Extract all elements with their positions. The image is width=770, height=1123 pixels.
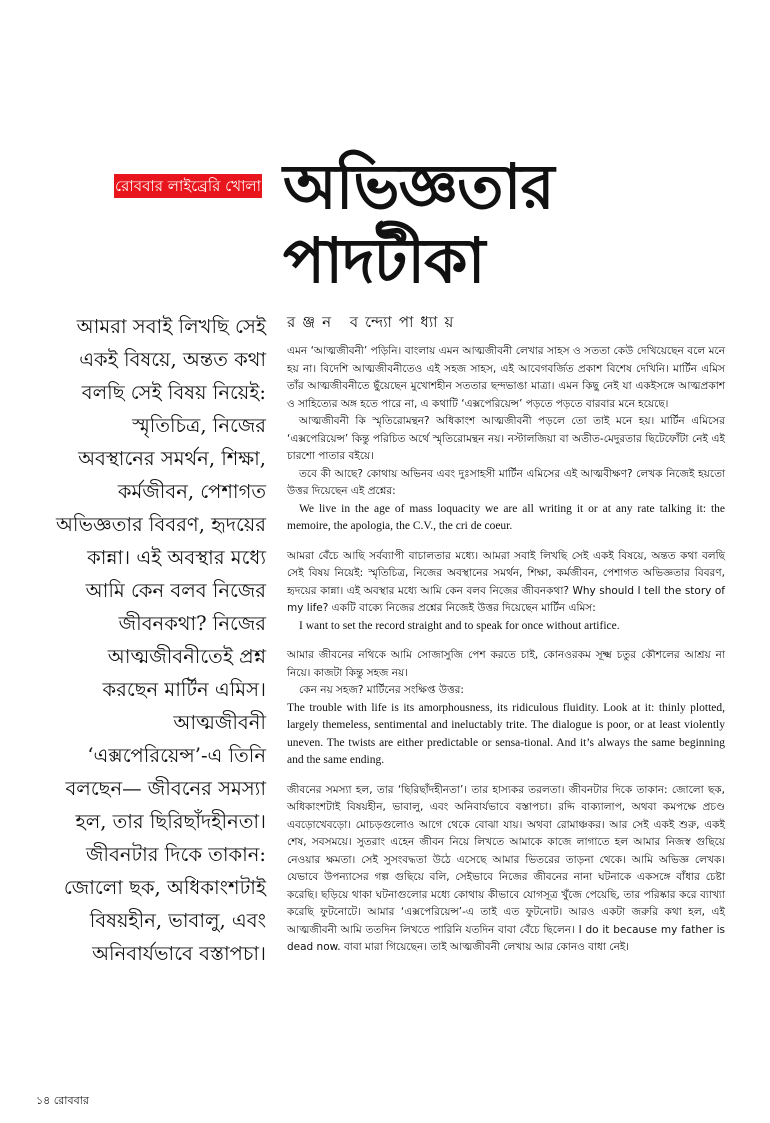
body-paragraph: তবে কী আছে? কোথায় অভিনব এবং দুঃসাহসী মার্টিন এমিসের এই আত্মবীক্ষণ? লেখক নিজেই হয়তো উত্তর দিয়েছেন এই প্রশ্নের: — [287, 467, 725, 497]
body-paragraph: এমন ‘আত্মজীবনী’ পড়িনি। বাংলায় এমন আত্মজীবনী লেখার সাহস ও সততা কেউ দেখিয়েছেন বলে মনে হয় না। বিদেশি আত্মজীবনীতেও এই সহজ সাহস, এই আবেগবর্জিত প্রকাশ বিশেষ দেখিনি। মার্টিন এমিস তাঁর আত্মজীবনীতে ছুঁয়েছেন মুখোশহীন সততার ছন্দভাঙা মাত্রা। এমন কিছু নেই যা একইসঙ্গে আত্মপ্রকাশ ও সাহিত্যের অঙ্গ হতে পারে না, এ কথাটি ‘এক্সপেরিয়েন্স’ পড়তে পড়তে বারবার মনে হয়েছে। — [287, 345, 725, 410]
byline: রঞ্জন বন্দ্যোপাধ্যায় — [287, 313, 461, 331]
english-quote: We live in the age of mass loquacity we are all writing it or at any rate talking it: the memoire, the apologia, the C.V., the cri de coeur. — [287, 502, 725, 532]
body-paragraph: জীবনের সমস্যা হল, তার ‘ছিরিছাঁদহীনতা’। তার হাস্যকর তরলতা। জীবনটার দিকে তাকান: জোলো ছক, অধিকাংশটাই বিষয়হীন, ভাবালু, এবং অনিবার্যভাবে বস্তাপচা। রদ্দি বাক্যালাপ, অথবা কমপক্ষে প্রচণ্ড এবড়োখেবড়ো। মোচড়গুলোও আগে থেকে বোঝা যায়। অথবা রোমাঞ্চকর। আর সেই একই শুরু, একই শেষ, সবসময়ে। সুতরাং এহেন জীবন নিয়ে লিখতে আমাকে কাজে লাগাতে হল আমার নিজস্ব গুছিয়ে নেওয়ার ক্ষমতা। সেই সুসংবদ্ধতা উঠে এসেছে আমার ভিতরের তাড়না থেকে। আমি অভিজ্ঞ লেখক। যেভাবে উপন্যাসের গল্প গুছিয়ে বলি, সেইভাবে নিজের জীবনের নানা ঘটনাকে একসঙ্গে বাঁধার চেষ্টা করেছি। ছড়িয়ে থাকা ঘটনাগুলোর মধ্যে কোথায় কীভাবে যোগসূত্র খুঁজে পেয়েছি, তার পরিষ্কার করে ব্যাখ্যা করেছি ফুটনোটে। আমার ‘এক্সপেরিয়েন্স’-এ তাই এত ফুটনোট। আরও একটা জরুরি কথা হল, এই আত্মজীবনী আমি ততদিন লিখতে পারিনি যতদিন বাবা বেঁচে ছিলেন। I do it because my father is dead now. বাবা মারা গিয়েছেন। তাই আত্মজীবনী লেখায় আর কোনও বাধা নেই। — [287, 783, 725, 953]
article-body — [287, 343, 725, 957]
english-quote: The trouble with life is its amorphousness, its ridiculous fluidity. Look at it: thinly plotted, largely themeless, sentimental and ineluctably trite. The dialogue is poor, or at least violently uneven. The twists are either predictable or sensa-tional. And it’s always the same beginning and the same ending. — [287, 701, 725, 766]
body-paragraph: আমরা বেঁচে আছি সর্বব্যাপী বাচালতার মধ্যে। আমরা সবাই লিখছি সেই একই বিষয়ে, অন্তত কথা বলছি সেই বিষয় নিয়েই: স্মৃতিচিত্র, নিজের অবস্থানের সমর্থন, শিক্ষা, কর্মজীবন, পেশাগত অভিজ্ঞতার বিবরণ, হৃদয়ের কান্না। এই অবস্থার মধ্যে আমি কেন বলব নিজের জীবনকথা? Why should I tell the story of my life? একটি বাক্যে নিজের প্রশ্নের নিজেই উত্তর দিয়েছেন মার্টিন এমিস: — [287, 549, 725, 614]
english-quote: I want to set the record straight and to speak for once without artifice. — [299, 619, 620, 632]
headline-line-2: পাদটীকা — [283, 224, 485, 297]
pull-quote: আমরা সবাই লিখছি সেই একই বিষয়ে, অন্তত কথা বলছি সেই বিষয় নিয়েই: স্মৃতিচিত্র, নিজের অবস্থানের সমর্থন, শিক্ষা, কর্মজীবন, পেশাগত অভিজ্ঞতার বিবরণ, হৃদয়ের কান্না। এই অবস্থার মধ্যে আমি কেন বলব নিজের জীবনকথা? নিজের আত্মজীবনীতেই প্রশ্ন করছেন মার্টিন এমিস। আত্মজীবনী ‘এক্সপেরিয়েন্স’-এ তিনি বলছেন— জীবনের সমস্যা হল, তার ছিরিছাঁদহীনতা। জীবনটার দিকে তাকান: জোলো ছক, অধিকাংশটাই বিষয়হীন, ভাবালু, এবং অনিবার্যভাবে বস্তাপচা। — [56, 315, 266, 965]
section-tag: রোববার লাইব্রেরি খোলা — [114, 174, 262, 198]
body-paragraph: কেন নয় সহজ? মার্টিনের সংক্ষিপ্ত উত্তর: — [299, 684, 464, 696]
page-folio: ১৪ রোববার — [36, 1094, 89, 1107]
body-paragraph: আমার জীবনের নথিকে আমি সোজাসুজি পেশ করতে চাই, কোনওরকম সূক্ষ্ম চতুর কৌশলের আশ্রয় না নিয়ে। কাজটা কিন্তু সহজ নয়। — [287, 649, 725, 679]
body-paragraph: আত্মজীবনী কি স্মৃতিরোমন্থন? অধিকাংশ আত্মজীবনী পড়লে তো তাই মনে হয়। মার্টিন এমিসের ‘এক্সপেরিয়েন্স’ কিন্তু পরিচিত অর্থে স্মৃতিরোমন্থন নয়। নস্টালজিয়া বা অতীত-মেদুরতার ছিটেফোঁটা নেই এই চারশো পাতার বইয়ে। — [287, 415, 725, 462]
article-headline — [283, 150, 753, 298]
headline-line-1: অভিজ্ঞতার — [283, 150, 554, 223]
